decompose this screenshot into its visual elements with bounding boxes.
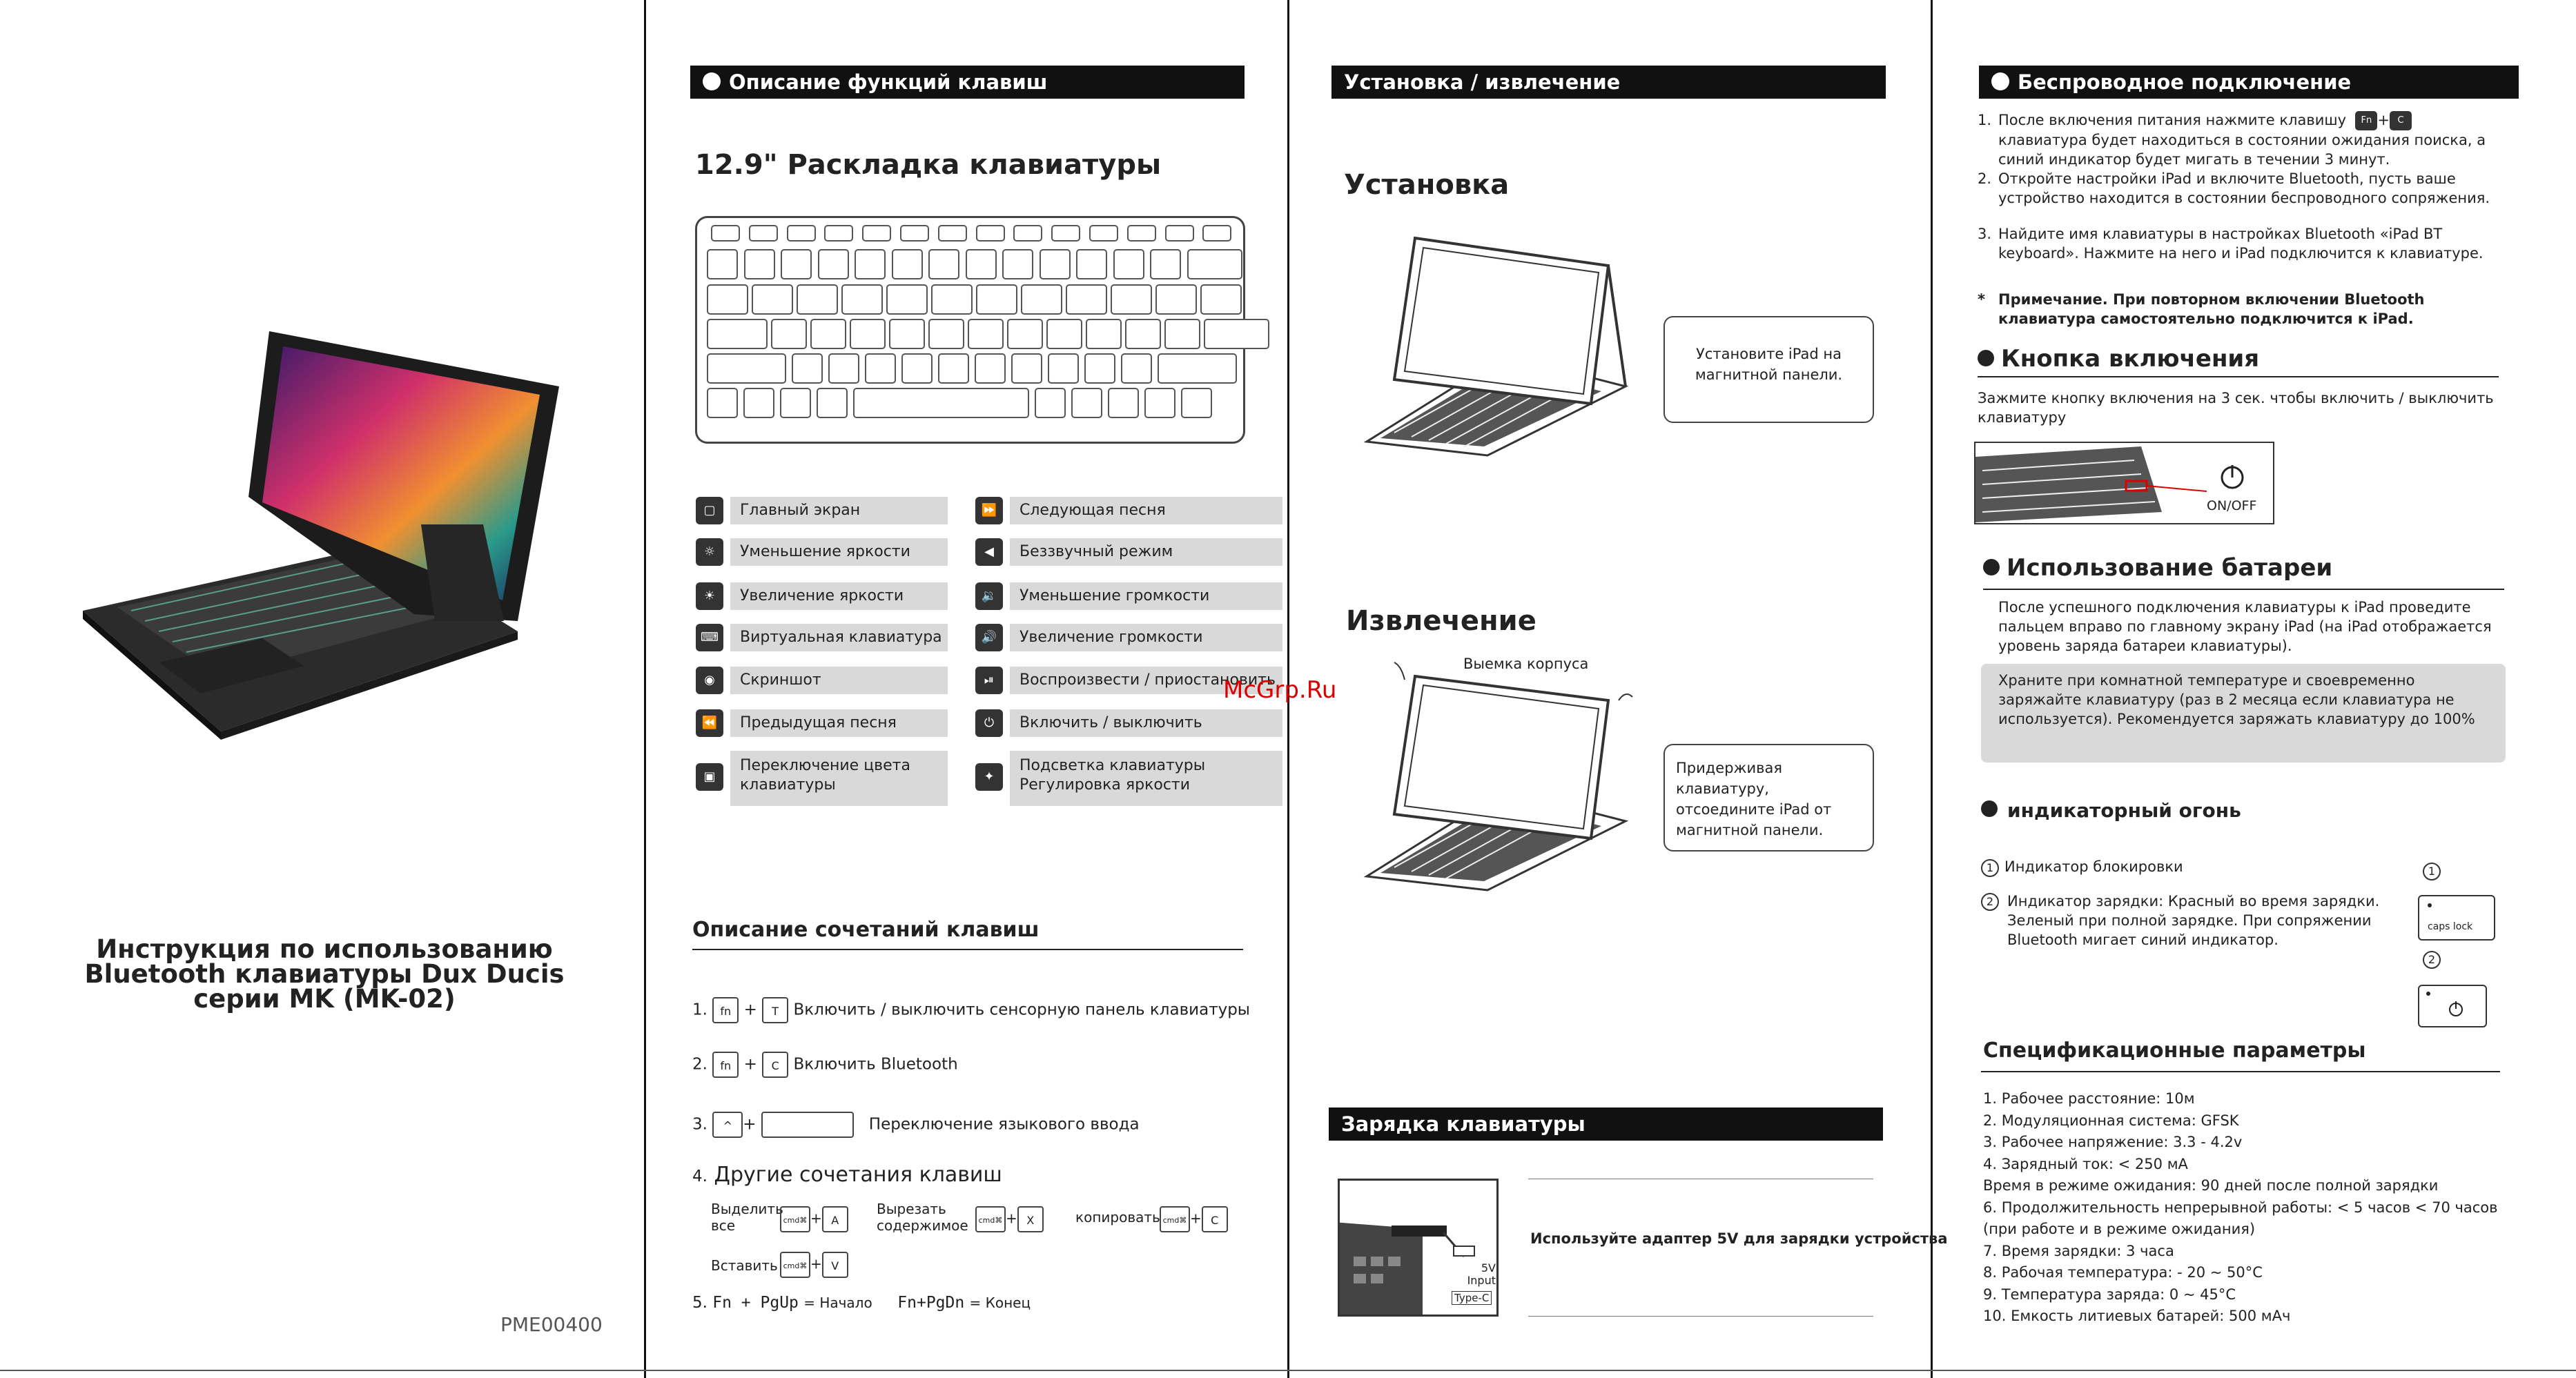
keyboard-key [928,319,964,349]
keyboard-key [853,388,1029,418]
keyboard-key [1164,319,1200,349]
home-icon: ▢ [696,497,723,524]
keyboard-key [1066,284,1107,315]
keyboard-key [976,225,1005,242]
keyboard-key [855,249,886,279]
combo-1: 1. fn + T Включить / выключить сенсорную панель клавиатуры [692,997,1250,1023]
keyboard-key [743,388,774,418]
keyboard-key [1127,225,1156,242]
bottom-border [0,1370,2576,1371]
keyboard-key [1076,249,1107,279]
keyboard-key [1121,353,1152,384]
port-type-label: Type-C [1452,1291,1492,1305]
product-code: PME00400 [500,1313,603,1336]
keyboard-key [865,353,896,384]
control-key: ^ [712,1112,743,1138]
keyboard-key [817,388,848,418]
keyboard-key [1051,225,1080,242]
other-combos: Выделить все cmd⌘ + A Вырезать содержимое cmd⌘ + X копировать cmd⌘ + C Вставить cmd⌘ + V [711,1201,1249,1283]
keyboard-key [787,225,816,242]
keyboard-key [886,284,928,315]
keyboard-key [1204,319,1269,349]
keyboard-key [707,319,768,349]
color-switch-icon: ▣ [696,763,723,791]
keyboard-key [1187,249,1242,279]
keyboard-key [1108,388,1139,418]
remove-illustration [1353,659,1643,894]
keyboard-key [1202,225,1231,242]
combo-5: 5. Fn + PgUp = Начало Fn+PgDn = Конец [692,1294,1031,1312]
keyboard-key [1125,319,1161,349]
keyboard-key [744,249,775,279]
install-callout: Установите iPad на магнитной панели. [1663,316,1874,423]
keyboard-key [1007,319,1043,349]
keyboard-key [707,284,748,315]
combo-2: 2. fn + C Включить Bluetooth [692,1052,958,1078]
keyboard-key [749,225,778,242]
indicator-title: индикаторный огонь [1981,799,2241,822]
screenshot-icon: ◉ [696,667,723,694]
port-input-label: Input [1467,1274,1496,1287]
spec-item: 7. Время зарядки: 3 часа [1983,1242,2174,1259]
legend-label: Увеличение яркости [730,582,948,610]
backlight-icon: ✦ [975,763,1003,791]
panel-divider [644,0,646,1378]
mute-icon: ◀ [975,538,1003,566]
section-bar-wireless: Беспроводное подключение [1979,66,2519,99]
power-icon: ⏻ [975,709,1003,737]
keyboard-key [975,353,1006,384]
next-track-icon: ⏩ [975,497,1003,524]
cmd-key: cmd⌘ [780,1252,810,1278]
spec-item: 1. Рабочее расстояние: 10м [1983,1090,2195,1107]
document-title: Инструкция по использованию Bluetooth клавиатуры Dux Ducis серии MK (MK-02) [84,934,565,1014]
indicator-2-marker: 2 [2423,951,2441,969]
keyboard-key [841,284,883,315]
keyboard-key [780,388,811,418]
spec-item: Время в режиме ожидания: 90 дней после полной зарядки [1983,1177,2439,1194]
step-3: 3. Найдите имя клавиатуры в настройках Bluetooth «iPad BT keyboard». Нажмите на него и iPad подключится к клавиатуре. [1978,226,2484,262]
watermark: McGrp.Ru [1223,676,1337,704]
divider [1981,1071,2500,1072]
legend-label: Беззвучный режим [1010,538,1282,566]
specs-title: Спецификационные параметры [1983,1039,2366,1063]
power-icon [2447,1000,2465,1018]
keyboard-key [1158,353,1237,384]
keyboard-key [1200,284,1242,315]
fn-key: fn [712,1052,739,1078]
keyboard-key [850,319,886,349]
keyboard-key [1011,353,1042,384]
fn-key: fn [712,997,739,1023]
combos-title: Описание сочетаний клавиш [692,918,1040,942]
combo-3: 3. ^ + Переключение языкового ввода [692,1112,1140,1138]
keyboard-key [824,225,853,242]
keyboard-key [1181,388,1212,418]
volume-down-icon: 🔉 [975,582,1003,610]
brightness-down-icon: ☼ [696,538,723,566]
keyboard-key [797,284,838,315]
layout-title: 12.9" Раскладка клавиатуры [695,149,1162,181]
charge-instruction: Используйте адаптер 5V для зарядки устройства [1530,1230,1948,1247]
keyboard-key [828,353,859,384]
c-key: C [1202,1206,1228,1232]
keyboard-key [1071,388,1102,418]
step-2: 2. Откройте настройки iPad и включите Bluetooth, пусть ваше устройство находится в состоянии беспроводного сопряжения. [1978,170,2490,206]
spec-item: 4. Зарядный ток: < 250 мА [1983,1155,2188,1172]
x-key: X [1017,1206,1044,1232]
keyboard-icon [703,72,721,90]
c-key-badge: C [2390,111,2412,130]
v-key: V [822,1252,848,1278]
install-title: Установка [1344,169,1510,201]
legend-label: Предыдущая песня [730,709,948,737]
virtual-keyboard-icon: ⌨ [696,624,723,651]
keyboard-key [889,319,925,349]
indicator-1: 1 Индикатор блокировки [1981,857,2183,877]
keyboard-key [752,284,793,315]
keyboard-key [810,319,846,349]
divider [692,949,1243,950]
keyboard-key [938,353,969,384]
product-image [76,317,580,766]
keyboard-key [966,249,997,279]
install-illustration [1353,231,1643,459]
onoff-label: ON/OFF [2207,498,2257,513]
keyboard-key [1035,388,1066,418]
power-key [2418,985,2487,1027]
section-bar-charging: Зарядка клавиатуры [1329,1108,1883,1141]
keyboard-key [1002,249,1033,279]
bulb-icon [1981,800,1998,817]
volume-up-icon: 🔊 [975,624,1003,651]
legend-label: Скриншот [730,667,948,694]
caps-indicator-dot [2428,903,2432,907]
step-1: 1. После включения питания нажмите клавишу Fn + C клавиатура будет находиться в состоянии ожидания поиска, а синий индикатор будет мигать в течении 3 минут. [1978,112,2486,168]
space-key [761,1112,854,1138]
remove-title: Извлечение [1346,605,1536,637]
brightness-up-icon: ☀ [696,582,723,610]
keyboard-key [781,249,812,279]
legend-label: Следующая песня [1010,497,1282,524]
power-title: Кнопка включения [1978,345,2259,373]
legend-label: Уменьшение яркости [730,538,948,566]
keyboard-key [1113,249,1144,279]
keyboard-key [1013,225,1042,242]
keyboard-key [1086,319,1122,349]
cmd-key: cmd⌘ [975,1206,1006,1232]
charging-port-illustration [1338,1179,1499,1317]
keyboard-key [976,284,1017,315]
keyboard-key [928,249,959,279]
keyboard-key [938,225,967,242]
legend-label: Подсветка клавиатуры Регулировка яркости [1010,751,1282,806]
keyboard-key [818,249,849,279]
fn-key-badge: Fn [2355,111,2377,130]
keyboard-key [900,225,929,242]
keyboard-key [771,319,807,349]
keyboard-layout-diagram [695,216,1245,444]
keyboard-key [931,284,973,315]
keyboard-key [711,225,740,242]
indicator-1-marker: 1 [2423,863,2441,880]
keyboard-key [1150,249,1181,279]
section-bar-key-functions: Описание функций клавиш [690,66,1245,99]
a-key: A [822,1206,848,1232]
keyboard-key [707,388,738,418]
note: * Примечание. При повторном включении Bluetooth клавиатура самостоятельно подключится к iPad. [1978,291,2425,327]
remove-callout: Придерживая клавиатуру, отсоедините iPad от магнитной панели. [1663,744,1874,852]
divider [1983,589,2504,590]
battery-title: Использование батареи [1983,554,2332,582]
keyboard-key [1155,284,1197,315]
power-text: Зажмите кнопку включения на 3 сек. чтобы включить / выключить клавиатуру [1978,390,2494,426]
legend-label: Увеличение громкости [1010,624,1282,651]
keyboard-key [1040,249,1071,279]
spec-item: 8. Рабочая температура: - 20 ~ 50°C [1983,1264,2263,1281]
t-key: T [762,997,788,1023]
keyboard-key [862,225,891,242]
battery-icon [1983,559,2000,575]
indicator-2: 2 Индикатор зарядки: Красный во время зарядки. Зеленый при полной зарядке. При сопряжении Bluetooth мигает синий индикатор. [1981,892,2388,949]
keyboard-key [1084,353,1115,384]
keyboard-key [792,353,823,384]
section-bar-install-remove: Установка / извлечение [1331,66,1886,99]
power-indicator-dot [2426,992,2430,996]
legend-label: Воспроизвести / приостановить [1010,667,1282,694]
play-pause-icon: ⏯ [975,667,1003,694]
spec-item: 9. Температура заряда: 0 ~ 45°C [1983,1286,2236,1303]
keyboard-key [707,249,738,279]
spec-item: 3. Рабочее напряжение: 3.3 - 4.2v [1983,1134,2243,1150]
legend-label: Включить / выключить [1010,709,1282,737]
key-legend [696,497,1276,814]
battery-text: После успешного подключения клавиатуры к iPad проведите пальцем вправо по главному экрану iPad (на iPad отображается уровень заряда батареи клавиатуры). [1998,599,2492,654]
keyboard-key [901,353,933,384]
link-icon [1991,72,2009,90]
keyboard-key [968,319,1004,349]
specs-list [1983,1088,2508,1328]
divider [1528,1316,1873,1317]
cmd-key: cmd⌘ [780,1206,810,1232]
legend-label: Главный экран [730,497,948,524]
power-icon [1978,350,1994,366]
caps-lock-key: caps lock [2418,895,2495,941]
keyboard-key [1046,319,1082,349]
keyboard-key [1111,284,1152,315]
spec-item: 2. Модуляционная система: GFSK [1983,1112,2239,1129]
other-combos-title: 4. Другие сочетания клавиш [692,1163,1002,1187]
notch-label: Выемка корпуса [1463,656,1589,672]
panel-divider [1931,0,1933,1378]
spec-item: 6. Продолжительность непрерывной работы: < 5 часов < 70 часов (при работе и в режиме ожидания) [1983,1199,2498,1237]
legend-label: Виртуальная клавиатура [730,624,948,651]
keyboard-key [892,249,923,279]
legend-label: Переключение цвета клавиатуры [730,751,948,806]
storage-note: Храните при комнатной температуре и своевременно заряжайте клавиатуру (раз в 2 месяца если клавиатура не используется). Рекомендуется заряжать клавиатуру до 100% [1981,664,2506,762]
port-5v-label: 5V [1481,1261,1496,1274]
previous-track-icon: ⏪ [696,709,723,737]
legend-label: Уменьшение громкости [1010,582,1282,610]
power-button-illustration [1974,442,2274,524]
keyboard-key [1048,353,1079,384]
spec-item: 10. Емкость литиевых батарей: 500 мАч [1983,1308,2291,1324]
keyboard-key [1089,225,1118,242]
cmd-key: cmd⌘ [1160,1206,1190,1232]
keyboard-key [1144,388,1175,418]
keyboard-key [1021,284,1062,315]
keyboard-key [1165,225,1194,242]
divider [1978,376,2499,377]
c-key: C [762,1052,788,1078]
keyboard-key [707,353,786,384]
